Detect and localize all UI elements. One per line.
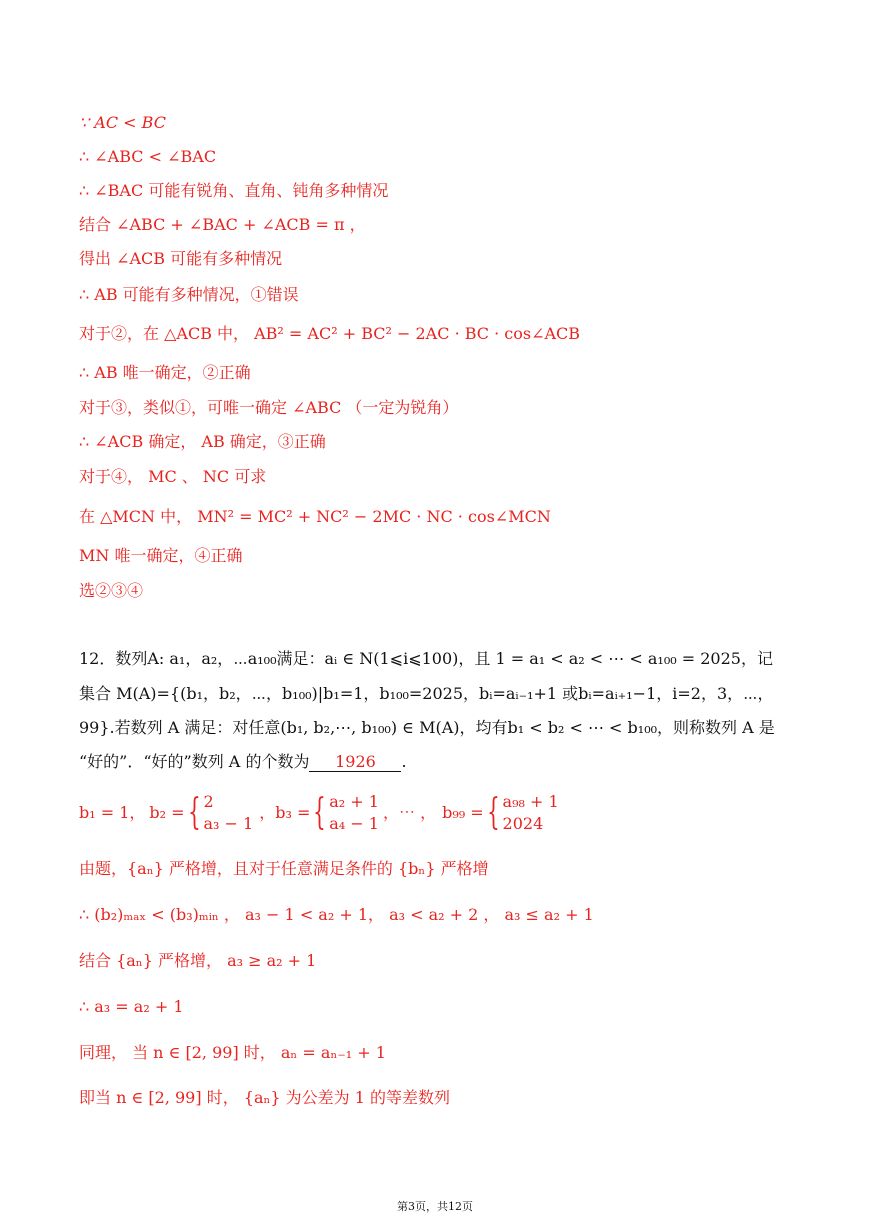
solution-line: ∴ a₃ = a₂ + 1	[79, 997, 184, 1016]
solution-line: 由题，{aₙ} 严格增，且对于任意满足条件的 {bₙ} 严格增	[79, 859, 489, 878]
solution-line: 对于④， MC 、 NC 可求	[79, 467, 267, 486]
question-line: 99}.若数列 A 满足：对任意(b₁, b₂,⋯, b₁₀₀) ∈ M(A)，均有b₁ < b₂ < ⋯ < b₁₀₀，则称数列 A 是	[79, 718, 775, 737]
dots: ，⋯ ，	[382, 803, 437, 822]
b2-top: 2	[203, 792, 214, 811]
piecewise-line	[79, 790, 559, 836]
left-brace-icon: {	[187, 792, 201, 833]
solution-line: ∴ ∠ACB 确定， AB 确定，③正确	[79, 432, 326, 451]
page-footer: 第3页，共12页	[397, 1200, 473, 1213]
b2-label: b₂ =	[149, 803, 185, 822]
b1-def: b₁ = 1，	[79, 803, 146, 822]
solution-line: MN 唯一确定，④正确	[79, 546, 243, 565]
solution-line: ∴ AB 可能有多种情况，①错误	[79, 285, 299, 304]
solution-line: 选②③④	[79, 581, 144, 600]
solution-line: 在 △MCN 中， MN² = MC² + NC² − 2MC · NC · cos∠MCN	[79, 507, 551, 526]
solution-line: 结合 ∠ABC + ∠BAC + ∠ACB = π ，	[79, 215, 366, 234]
b3-label: ，b₃ =	[259, 803, 311, 822]
solution-line: ∴ ∠ABC < ∠BAC	[79, 147, 217, 166]
solution-line: 对于②，在 △ACB 中， AB² = AC² + BC² − 2AC · BC · cos∠ACB	[79, 324, 581, 343]
solution-line: ∴ (b₂)ₘₐₓ < (b₃)ₘᵢₙ ， a₃ − 1 < a₂ + 1， a₃ < a₂ + 2 ， a₃ ≤ a₂ + 1	[79, 905, 594, 924]
solution-line: 得出 ∠ACB 可能有多种情况	[79, 249, 283, 268]
b2-cases	[185, 791, 254, 835]
b99-bottom: 2024	[502, 814, 544, 833]
b2-bottom: a₃ − 1	[203, 814, 254, 833]
b3-bottom: a₄ − 1	[329, 814, 379, 833]
question-line	[79, 751, 407, 773]
question-text: “好的”．“好的”数列 A 的个数为	[79, 752, 310, 771]
question-text: .	[401, 752, 407, 771]
solution-line: ∴ AB 唯一确定，②正确	[79, 363, 251, 382]
solution-line: 即当 n ∈ [2, 99] 时， {aₙ} 为公差为 1 的等差数列	[79, 1088, 451, 1107]
solution-line: ∵ AC < BC	[79, 113, 166, 132]
question-line: 12．数列A: a₁，a₂，⋯a₁₀₀满足：aᵢ ∈ N(1⩽i⩽100)，且 1 = a₁ < a₂ < ⋯ < a₁₀₀ = 2025，记	[79, 649, 773, 668]
solution-line: 结合 {aₙ} 严格增， a₃ ≥ a₂ + 1	[79, 951, 317, 970]
b99-top: a₉₈ + 1	[502, 792, 559, 811]
solution-line: ∴ ∠BAC 可能有锐角、直角、钝角多种情况	[79, 181, 389, 200]
left-brace-icon: {	[313, 792, 327, 833]
solution-line: 同理， 当 n ∈ [2, 99] 时， aₙ = aₙ₋₁ + 1	[79, 1043, 386, 1062]
question-line: 集合 M(A)={(b₁，b₂，⋯，b₁₀₀)|b₁=1，b₁₀₀=2025，bᵢ=aᵢ₋₁+1 或bᵢ=aᵢ₊₁−1，i=2，3，⋯，	[79, 684, 774, 703]
b99-cases	[484, 791, 559, 835]
b99-label: b₉₉ =	[442, 803, 484, 822]
left-brace-icon: {	[486, 792, 500, 833]
b3-cases	[310, 791, 379, 835]
b3-top: a₂ + 1	[329, 792, 379, 811]
answer-blank: 1926	[309, 753, 401, 772]
solution-line: 对于③，类似①，可唯一确定 ∠ABC （一定为锐角）	[79, 398, 459, 417]
